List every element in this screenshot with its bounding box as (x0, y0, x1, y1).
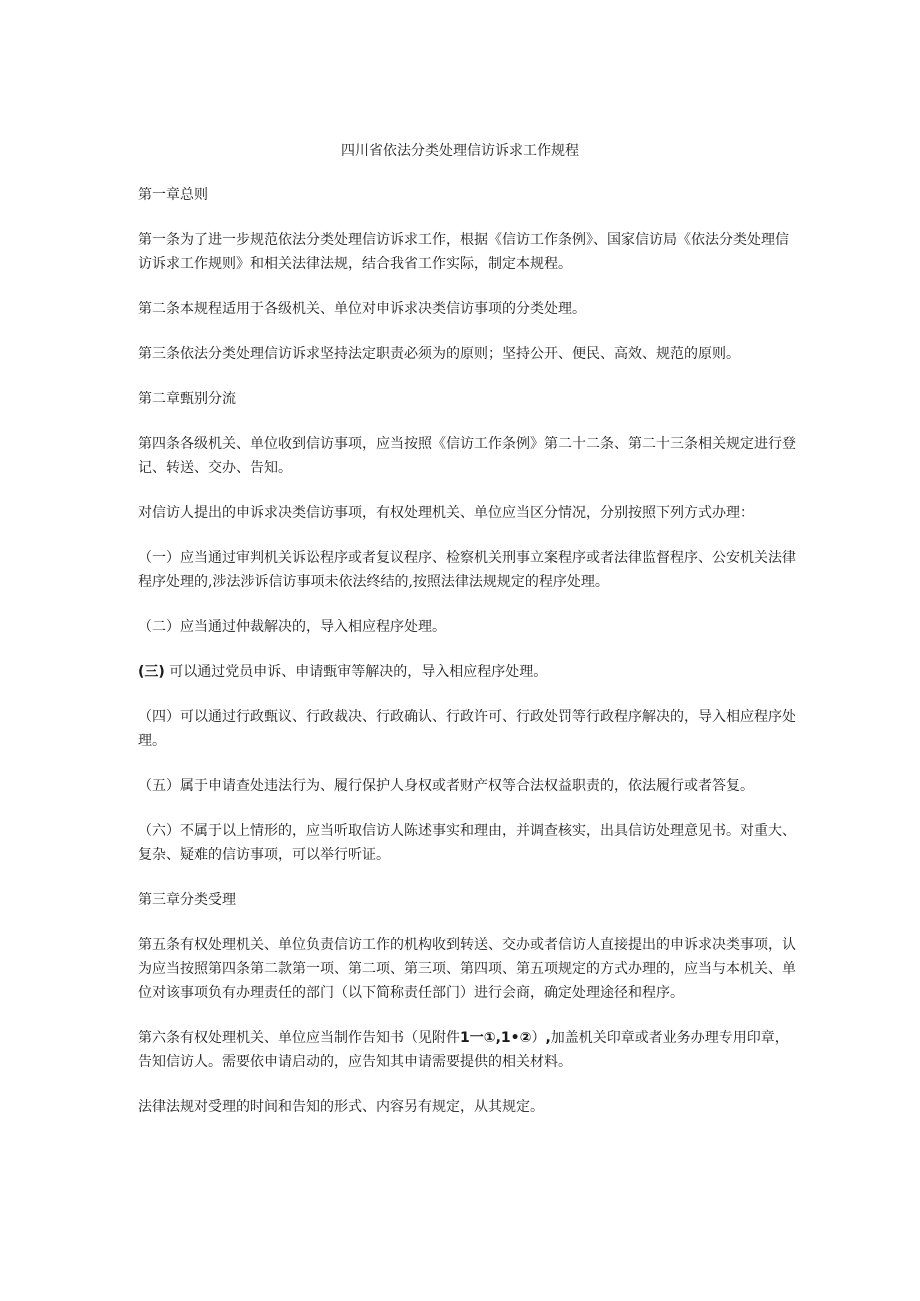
article-6-part-e: 加盖机关印章或者业务办理专用印章，告知信访人。需要依申请启动的，应告知其申请需要提供的相关材料。 (138, 1030, 789, 1070)
article-6-comma: , (545, 1030, 551, 1046)
document-body (138, 183, 802, 1140)
article-4-item-1: （一）应当通过审判机关诉讼程序或者复议程序、检察机关刑事立案程序或者法律监督程序、公安机关法律程序处理的,涉法涉诉信访事项未依法终结的,按照法律法规规定的程序处理。 (138, 550, 796, 590)
article-4-paragraph-2: 对信访人提出的申诉求决类信访事项，有权处理机关、单位应当区分情况，分别按照下列方式办理： (138, 505, 754, 521)
document-title: 四川省依法分类处理信访诉求工作规程 (341, 143, 579, 159)
chapter-1-heading: 第一章总则 (138, 187, 208, 203)
article-6 (138, 1026, 802, 1074)
article-4-item-5: （五）属于申请查处违法行为、履行保护人身权或者财产权等合法权益职责的，依法履行或者答复。 (138, 778, 754, 794)
article-1: 第一条为了进一步规范依法分类处理信访诉求工作，根据《信访工作条例》、国家信访局《依法分类处理信访诉求工作规则》和相关法律法规，结合我省工作实际，制定本规程。 (138, 232, 789, 272)
item-3-marker: (三) (138, 664, 165, 680)
article-6-part-c: ） (531, 1030, 546, 1046)
item-3-text: 可以通过党员申诉、申请甄审等解决的，导入相应程序处理。 (169, 664, 548, 680)
article-4-item-2: （二）应当通过仲裁解决的，导入相应程序处理。 (138, 619, 446, 635)
article-6-paragraph-2: 法律法规对受理的时间和告知的形式、内容另有规定，从其规定。 (138, 1099, 544, 1115)
article-6-part-a: 第六条有权处理机关、单位应当制作告知书（见附件 (138, 1030, 460, 1046)
article-4-item-6: （六）不属于以上情形的，应当听取信访人陈述事实和理由，并调查核实，出具信访处理意见书。对重大、复杂、疑难的信访事项，可以举行听证。 (138, 823, 796, 863)
chapter-3-heading: 第三章分类受理 (138, 892, 236, 908)
article-3: 第三条依法分类处理信访诉求坚持法定职责必须为的原则；坚持公开、便民、高效、规范的原则。 (138, 346, 740, 362)
article-2: 第二条本规程适用于各级机关、单位对申诉求决类信访事项的分类处理。 (138, 301, 586, 317)
article-4-item-3 (138, 660, 802, 684)
article-6-attachment-ref: 1一①,1•② (460, 1030, 532, 1046)
article-5: 第五条有权处理机关、单位负责信访工作的机构收到转送、交办或者信访人直接提出的申诉求决类事项，认为应当按照第四条第二款第一项、第二项、第三项、第四项、第五项规定的方式办理的，应当与本机关、单位对该事项负有办理责任的部门（以下简称责任部门）进行会商，确定处理途径和程序。 (138, 937, 796, 1001)
article-4-item-4: （四）可以通过行政甄议、行政裁决、行政确认、行政许可、行政处罚等行政程序解决的，导入相应程序处理。 (138, 709, 796, 749)
chapter-2-heading: 第二章甄别分流 (138, 391, 236, 407)
article-4: 第四条各级机关、单位收到信访事项，应当按照《信访工作条例》第二十二条、第二十三条相关规定进行登记、转送、交办、告知。 (138, 436, 796, 476)
